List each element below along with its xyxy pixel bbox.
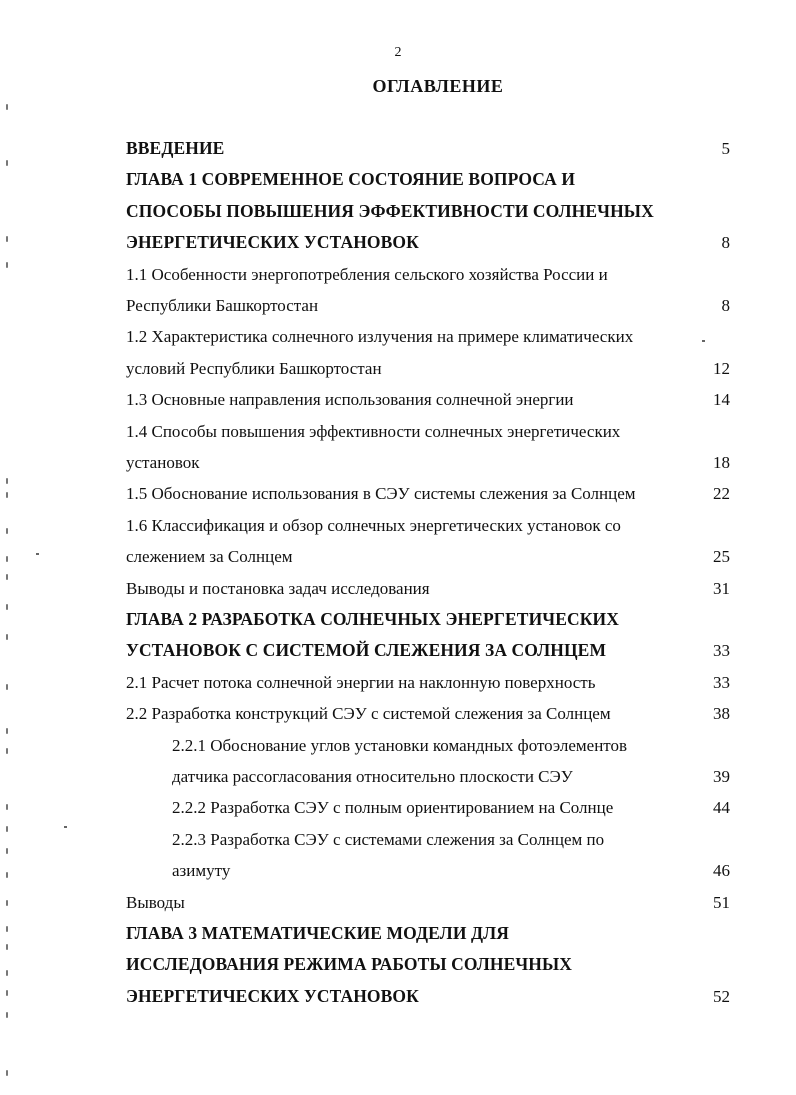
toc-page-number: 18 [713,453,730,472]
toc-page-number: 31 [713,578,730,598]
toc-entry-title: УСТАНОВОК С СИСТЕМОЙ СЛЕЖЕНИЯ ЗА СОЛНЦЕМ [126,640,607,661]
toc-page-number: 33 [713,641,730,661]
toc-heading: ОГЛАВЛЕНИЕ [372,76,504,96]
toc-entry-title: датчика рассогласования относительно плоскости СЭУ [172,767,573,786]
toc-entry-title: 2.1 Расчет потока солнечной энергии на наклонную поверхность [126,672,596,692]
toc-entry-title: азимуту [172,861,231,881]
toc-entry-title: 1.6 Классификация и обзор солнечных энергетических установок со [126,515,621,535]
toc-page-number: 51 [713,892,730,912]
toc-page-number: 52 [713,986,730,1006]
toc-page-number: 8 [721,233,730,253]
toc-entry-title: ВВЕДЕНИЕ [126,138,225,158]
toc-entry-title: СПОСОБЫ ПОВЫШЕНИЯ ЭФФЕКТИВНОСТИ СОЛНЕЧНЫХ [126,200,654,221]
scan-speck [64,826,67,828]
toc-entry-title: ГЛАВА 1 СОВРЕМЕННОЕ СОСТОЯНИЕ ВОПРОСА И [126,169,576,190]
toc-entry-title: 2.2.1 Обоснование углов установки командных фотоэлементов [172,735,628,755]
toc-entry-title: 2.2 Разработка конструкций СЭУ с системой слежения за Солнцем [126,704,611,724]
toc-entry-title: ИССЛЕДОВАНИЯ РЕЖИМА РАБОТЫ СОЛНЕЧНЫХ [126,954,573,975]
toc-entry-title: 1.5 Обоснование использования в СЭУ системы слежения за Солнцем [126,484,636,504]
toc-entry-title: 2.2.2 Разработка СЭУ с полным ориентированием на Солнце [172,798,614,818]
page-number: 2 [394,45,402,60]
scan-speck [702,340,705,342]
scan-margin-marks [0,0,20,1095]
toc-page-number: 33 [713,672,730,692]
toc-entry-title: слежением за Солнцем [126,547,293,567]
toc-entry-title: условий Республики Башкортостан [126,358,382,378]
toc-page-number: 38 [713,704,730,724]
toc-page-number: 25 [713,547,730,567]
toc-entry-title: 1.2 Характеристика солнечного излучения на примере климатических [126,327,634,347]
toc-page-number: 39 [713,767,730,786]
toc-page-number: 8 [721,296,730,315]
toc-page-number: 12 [713,358,730,378]
toc-page-number: 5 [721,139,730,158]
toc-entry-title: Выводы и постановка задач исследования [126,578,430,598]
toc-page-number: 44 [713,798,730,818]
toc-entry-title: ГЛАВА 2 РАЗРАБОТКА СОЛНЕЧНЫХ ЭНЕРГЕТИЧЕСКИХ [126,609,619,629]
toc-page-number: 22 [713,484,730,504]
toc-entry-title: 1.4 Способы повышения эффективности солнечных энергетических [126,421,621,441]
toc-entry-title: 1.3 Основные направления использования солнечной энергии [126,390,574,410]
toc-entry-title: ЭНЕРГЕТИЧЕСКИХ УСТАНОВОК [126,985,419,1006]
toc-entry-title: Республики Башкортостан [126,296,319,315]
toc-entry-title: ЭНЕРГЕТИЧЕСКИХ УСТАНОВОК [126,232,419,253]
toc-entry-title: 2.2.3 Разработка СЭУ с системами слежения за Солнцем по [172,829,605,849]
toc-entry-title: 1.1 Особенности энергопотребления сельского хозяйства России и [126,264,608,284]
toc-entry-title: Выводы [126,892,185,912]
scan-speck [36,553,39,555]
toc-entry-title: установок [126,453,200,472]
toc-page-number: 14 [713,390,730,410]
toc-page-number: 46 [713,861,730,881]
toc-entry-title: ГЛАВА 3 МАТЕМАТИЧЕСКИЕ МОДЕЛИ ДЛЯ [126,923,510,943]
